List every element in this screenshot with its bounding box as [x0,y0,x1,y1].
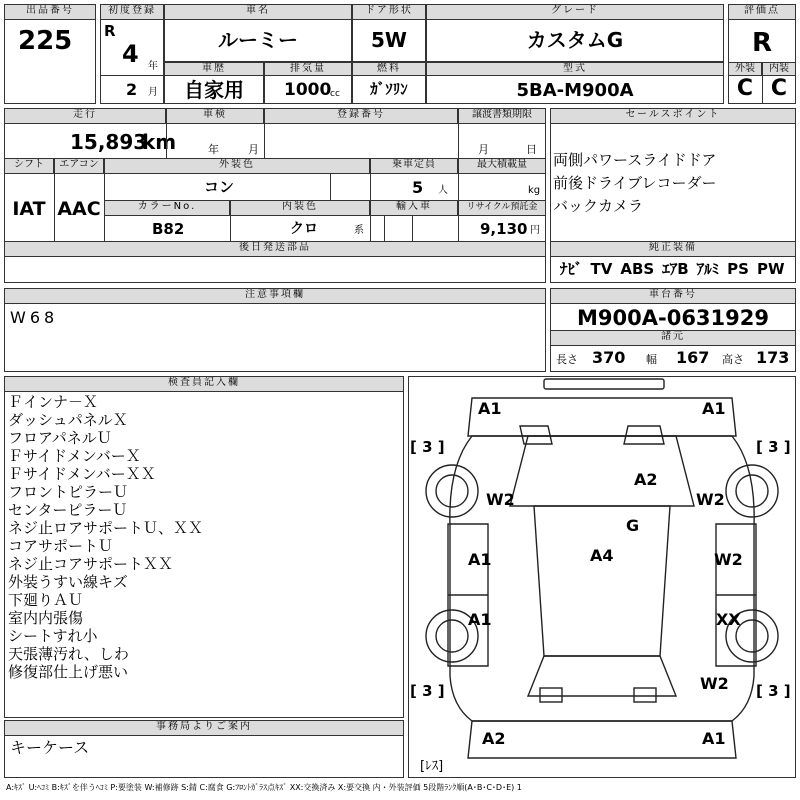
aircon-label: エアコン [54,158,104,174]
inspector-item: フロアパネルＵ [8,429,112,447]
aircon: AAC [57,198,101,220]
mark-left-door: A1 [468,550,492,569]
ext-color: コン [204,178,235,196]
tire-rear-right-depth: [ 3 ] [756,682,791,700]
wiper-right [624,426,664,444]
mileage: 15,893 [70,130,148,154]
history: 自家用 [184,78,244,102]
recycle-label: リサイクル預託金 [458,200,546,216]
fuel-label: 燃料 [352,62,426,76]
sales-label: セールスポイント [550,108,796,124]
tire-front-right-depth: [ 3 ] [756,438,791,456]
grade-label: グレード [426,4,724,20]
equipment-item: ﾅﾋﾞ [560,260,583,278]
first-reg-year: 4 [122,40,139,68]
mark-rear-right: A1 [702,729,726,748]
interior-label: 内装 [762,62,796,76]
fuel: ｶﾞｿﾘﾝ [370,80,408,98]
mark-front-right: A1 [702,399,726,418]
equipment-item: ABS [620,260,655,278]
color-no-label: カラーNo. [104,200,230,216]
mark-right-door: W2 [714,550,743,569]
interior-score: C [770,76,788,101]
mark-roof: A4 [590,546,614,565]
lot-label: 出品番号 [4,4,96,20]
first-reg-label: 初度登録 [100,4,164,20]
transfer-month-unit: 月 [478,143,489,156]
front-bumper [468,398,736,436]
model: 5BA-M900A [516,80,634,101]
roof [534,506,670,656]
inspector-item: 外装うすい線キズ [8,573,128,591]
inspector-item: Ｆインナ－Ｘ [8,393,99,411]
equipment-item: ｴｱB [662,260,689,278]
tire-front-left-depth: [ 3 ] [410,438,445,456]
equipment-list [560,262,793,277]
wiper-left [520,426,552,444]
recycle: 9,130 [480,220,528,238]
specs-label: 諸元 [550,330,796,346]
inspector-item: フロントピラーＵ [8,483,129,501]
sales-point: 前後ドライブレコーダー [553,174,717,192]
tire-rear-left-depth: [ 3 ] [410,682,445,700]
mileage-unit: km [142,130,177,154]
equipment-item: PW [756,260,785,278]
equipment-label: 純正装備 [550,241,796,257]
inspector-item: ＦサイドメンバーＸ [8,447,141,465]
inspector-item: 下廻りＡＵ [8,591,84,609]
int-color-label: 内装色 [230,200,370,216]
notes-label: 注意事項欄 [4,288,546,304]
inspector-item: シートすれ小 [8,627,98,645]
width: 167 [676,348,710,367]
max-load-unit: kg [528,185,541,196]
inspector-item: 修復部仕上げ悪い [8,663,129,681]
rear-window [528,656,676,696]
int-color-unit: 系 [354,225,364,236]
length: 370 [592,348,626,367]
tire-rear-left-inner [436,620,468,652]
mark-right-fender: W2 [696,490,725,509]
inspection-month-unit: 月 [248,143,259,156]
car-name: ルーミー [218,28,298,52]
rear-light-right [634,688,656,702]
inspector-item: 天張薄汚れ、しわ [8,645,129,663]
transfer-day-unit: 日 [526,143,537,156]
model-label: 型式 [426,62,724,76]
ext-color-label: 外装色 [104,158,370,174]
first-reg-year-unit: 年 [148,61,158,72]
score-label: 評価点 [728,4,796,20]
inspector-item: ＦサイドメンバーＸＸ [8,465,156,483]
inspector-item: ネジ止ロアサポートＵ、ＸＸ [8,519,204,537]
displacement: 1000 [284,80,332,100]
displacement-unit: cc [330,89,340,99]
mark-right-rear-fender: W2 [700,674,729,693]
div-v10 [384,216,385,241]
height-label: 高さ [722,353,744,366]
equipment-item: PS [727,260,749,278]
first-reg-divider [100,75,164,76]
mark-left-fender: W2 [486,490,515,509]
car-name-label: 車名 [164,4,352,20]
div-v4 [54,158,55,241]
length-label: 長さ [556,353,578,366]
inspector-list [8,393,203,681]
inspector-item: 室内内張傷 [8,609,84,627]
chassis-label: 車台番号 [550,288,796,304]
inspector-item: ダッシュパネルＸ [8,411,128,429]
import-label: 輸入車 [370,200,458,216]
rear-light-left [540,688,562,702]
reg-no-label: 登録番号 [264,108,458,124]
spare-tire: [ﾚｽ] [420,759,444,774]
inspection-year-unit: 年 [208,143,219,156]
capacity-unit: 人 [438,185,448,196]
max-load-label: 最大積載量 [458,158,546,174]
sales-point: 両側パワースライドドア [553,151,717,169]
door-label: ドア形状 [352,4,426,20]
exterior-score: C [736,76,754,101]
office-note: キーケース [10,738,90,757]
rear-bumper [468,721,736,758]
recycle-unit: 円 [530,225,540,236]
score-divider [762,76,763,104]
mark-right-rear-door: XX [716,610,741,629]
div-v6 [330,174,331,200]
inspector-item: センターピラーＵ [8,501,128,519]
later-parts-label: 後日発送部品 [4,241,546,257]
color-no: B82 [152,220,185,238]
mark-windshield: A2 [634,470,658,489]
capacity-label: 乗車定員 [370,158,458,174]
mark-front-left: A1 [478,399,502,418]
exterior-label: 外装 [728,62,762,76]
equipment-item: ｱﾙﾐ [696,260,720,278]
lot-number: 225 [18,26,73,56]
equipment-item: TV [590,260,613,278]
inspector-item: ネジ止コアサポートＸＸ [8,555,174,573]
mark-rear-left: A2 [482,729,506,748]
height: 173 [756,348,790,367]
mileage-label: 走行 [4,108,166,124]
div-v11 [412,216,413,241]
capacity: 5 [412,178,424,197]
grade: カスタムG [526,28,624,52]
width-label: 幅 [646,353,657,366]
int-color: クロ [290,221,318,237]
sales-point: バックカメラ [553,197,644,215]
mark-glass: G [626,516,640,535]
mark-left-rear-door: A1 [468,610,492,629]
inspection-label: 車検 [166,108,264,124]
displacement-label: 排気量 [264,62,352,76]
inspector-label: 検査員記入欄 [4,376,404,392]
chassis-number: M900A-0631929 [577,306,769,330]
first-reg-era: R [104,22,116,40]
windshield [510,436,694,506]
score: R [751,28,773,58]
shift-label: シフト [4,158,54,174]
transfer-label: 譲渡書類期限 [458,108,546,124]
inspector-item: コアサポートＵ [8,537,114,555]
notes: W68 [10,308,59,327]
first-reg-month-unit: 月 [148,87,158,98]
door-type: 5W [371,28,407,52]
first-reg-month: 2 [126,80,138,99]
shift: IAT [12,198,46,220]
legend: A:ｷｽﾞ U:ﾍｺﾐ B:ｷｽﾞを伴うﾍｺﾐ P:要塗装 W:補修跡 S:錆 C:腐食 G:ﾌﾛﾝﾄｶﾞﾗｽ点ｷｽﾞ XX:交換済み X:要交換 内・外装評価 5段階ﾗﾝｸ順(A･B･C･D･E) 1 [6,783,522,792]
office-label: 事務局よりご案内 [4,720,404,736]
car-diagram [408,376,796,778]
history-label: 車歴 [164,62,264,76]
front-bumper-tip [544,379,664,389]
